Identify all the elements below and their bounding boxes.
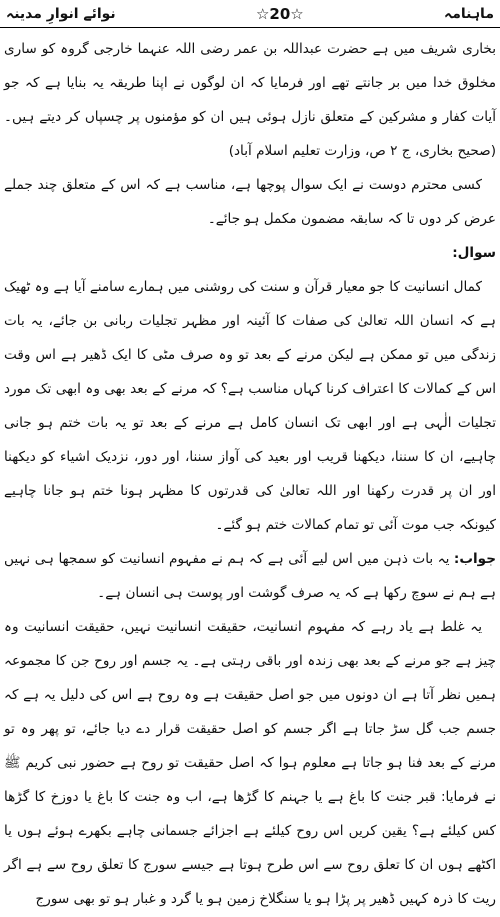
publication-name: نوائے انوارِ مدینہ — [6, 5, 116, 22]
answer-paragraph — [4, 542, 496, 610]
reference-citation: (صحیح بخاری، ج ۲ ص، وزارت تعلیم اسلام آباد) — [228, 143, 496, 159]
answer-label: جواب: — [453, 551, 496, 567]
magazine-name: ماہنامہ — [444, 5, 494, 22]
answer-text: یہ بات ذہن میں اس لیے آئی ہے کہ ہم نے مفہوم انسانیت کو سمجھا ہی نہیں ہے ہم نے سوچ رکھا ہے کہ یہ صرف گوشت اور پوست ہی انسان ہے۔ — [4, 551, 496, 601]
paragraph: یہ غلط ہے یاد رہے کہ مفہوم انسانیت، حقیقت انسانیت نہیں، حقیقت انسانیت وہ چیز ہے جو مرنے کے بعد بھی زندہ اور باقی رہتی ہے۔ یہ جسم اور روح جن کا مجموعہ ہمیں نظر آتا ہے ان دونوں میں جو اصل حقیقت ہے وہ روح ہے اس کی دلیل یہ ہے کہ جسم جب گل سڑ جاتا ہے اگر جسم کو اصل حقیقت قرار دے دیا جائے، تو پھر وہ تو مرنے کے بعد فنا ہو جاتا ہے معلوم ہوا کہ اصل حقیقت تو روح ہے حضور نبی کریم ﷺ نے فرمایا: قبر جنت کا باغ ہے یا جہنم کا گڑھا ہے، اب وہ جنت کا باغ یا دوزخ کا گڑھا کس کیلئے ہے؟ یقین کریں اس روح کیلئے ہے اجزائے جسمانی چاہے بکھرے ہوئے ہوں یا اکٹھے ہوں ان کا تعلق روح سے اس طرح ہوتا ہے جیسے سورج کا تعلق روح سے ہے اگر ریت کا ذرہ کہیں ڈھیر پر پڑا ہو یا سنگلاخ زمین ہو یا گرد و غبار ہو تو بھی سورج — [4, 619, 496, 907]
page-number: ☆20☆ — [255, 4, 304, 23]
article-body — [4, 32, 496, 915]
paragraph-text: بخاری شریف میں ہے حضرت عبداللہ بن عمر رضی اللہ عنہما خارجی گروہ کو ساری مخلوق خدا میں بر جانتے تھے اور فرمایا کہ ان لوگوں نے اپنا طریقہ یہ بنایا ہے کہ جو آیات کفار و مشرکین کے متعلق نازل ہوئی ہیں ان کو مؤمنوں پر چسپاں کر دیتے ہیں۔ — [4, 41, 496, 125]
paragraph: کسی محترم دوست نے ایک سوال پوچھا ہے، مناسب ہے کہ اس کے متعلق چند جملے عرض کر دوں تا کہ سابقہ مضمون مکمل ہو جائے۔ — [4, 177, 496, 227]
question-heading: سوال: — [452, 245, 496, 261]
paragraph — [4, 32, 496, 168]
question-text: کمال انسانیت کا جو معیار قرآن و سنت کی روشنی میں ہمارے سامنے آیا ہے وہ ٹھیک ہے کہ انسان اللہ تعالیٰ کی صفات کا آئینہ اور مظہر تجلیات ربانی بن جائے، یہ بات زندگی میں تو ممکن ہے لیکن مرنے کے بعد تو وہ صرف مٹی کا ایک ڈھیر ہے اس وقت اس کے کمالات کا اعتراف کرنا کہاں مناسب ہے؟ کہ مرنے کے بعد بھی وہ ابھی تک مورد تجلیات الٰہی ہے اور ابھی تک انسان کامل ہے مرنے کے بعد تو یہ بات ختم ہو جانی چاہیے، ان کا سننا، دیکھنا قریب اور بعید کی آواز سننا، اور دور، نزدیک اشیاء کو دیکھنا اور ان پر قدرت رکھنا اور اللہ تعالیٰ کی قدرتوں کا مظہر ہونا ختم ہو جانا چاہیے کیونکہ جب موت آئی تو تمام کمالات ختم ہو گئے۔ — [4, 279, 496, 533]
page-header — [0, 0, 500, 28]
